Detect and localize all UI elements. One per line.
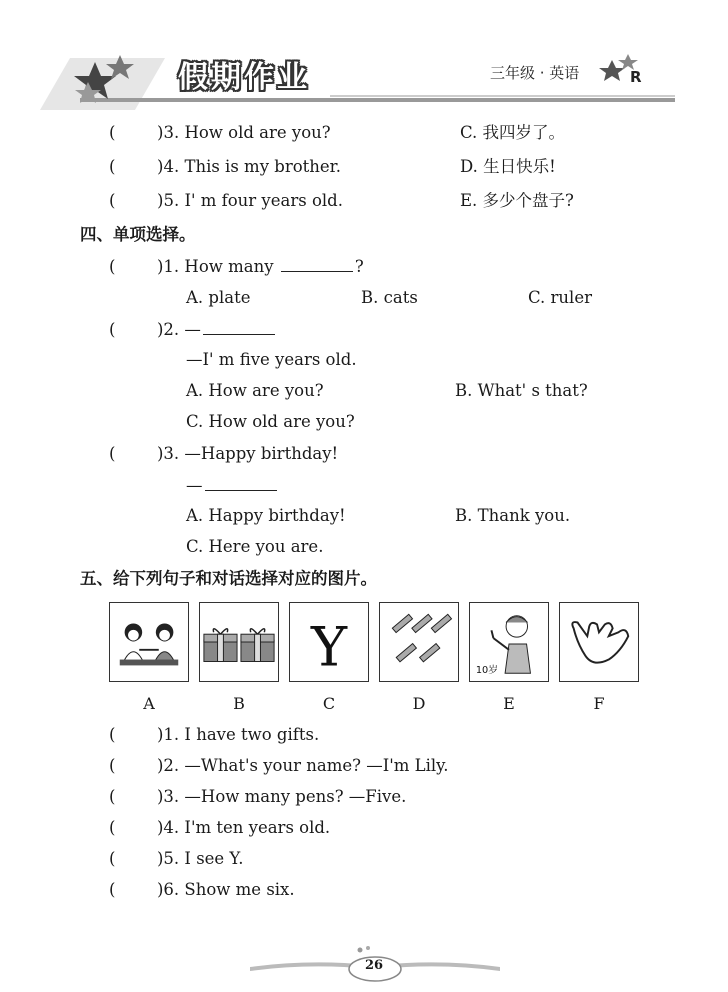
s4-question-1: )1. How many ? — [157, 257, 364, 276]
picture-label-a: A — [143, 694, 155, 713]
picture-e-boy-ten — [469, 602, 549, 682]
picture-f-hand-six — [559, 602, 639, 682]
s4-q2-option-b: B. What' s that? — [455, 381, 588, 400]
answer-paren: ( — [109, 880, 116, 899]
answer-paren: ( — [109, 849, 116, 868]
page-header — [0, 0, 728, 115]
page-number: 26 — [364, 958, 384, 973]
s4-q1-option-c: C. ruler — [528, 288, 592, 307]
match-option-c: C. 我四岁了。 — [460, 123, 566, 142]
s4-q3-option-a: A. Happy birthday! — [186, 506, 346, 525]
s4-q1-option-b: B. cats — [361, 288, 418, 307]
answer-paren: ( — [109, 725, 116, 744]
s4-q3-reply: — — [186, 476, 279, 496]
s4-question-2: )2. — — [157, 320, 277, 340]
picture-label-d: D — [412, 694, 426, 713]
header-title: 假期作业 — [178, 60, 310, 95]
answer-paren: ( — [109, 320, 116, 339]
s4-q3-option-b: B. Thank you. — [455, 506, 571, 525]
picture-c-letter-y — [289, 602, 369, 682]
answer-paren: ( — [109, 191, 116, 210]
s4-q2-reply: —I' m five years old. — [186, 350, 357, 369]
question-5: )5. I' m four years old. — [157, 191, 343, 210]
answer-paren: ( — [109, 257, 116, 276]
answer-paren: ( — [109, 157, 116, 176]
s5-item-1: )1. I have two gifts. — [157, 725, 320, 744]
answer-blank[interactable] — [205, 476, 277, 491]
s4-q2-option-a: A. How are you? — [186, 381, 324, 400]
picture-a-kids-meeting — [109, 602, 189, 682]
answer-paren: ( — [109, 444, 116, 463]
s4-q2-option-c: C. How old are you? — [186, 412, 355, 431]
question-3: )3. How old are you? — [157, 123, 331, 142]
match-option-d: D. 生日快乐! — [460, 157, 556, 176]
answer-paren: ( — [109, 818, 116, 837]
header-subtitle: 三年级 · 英语 — [490, 64, 580, 82]
s5-item-5: )5. I see Y. — [157, 849, 244, 868]
s4-question-3: )3. —Happy birthday! — [157, 444, 339, 463]
question-4: )4. This is my brother. — [157, 157, 341, 176]
s5-item-2: )2. —What's your name? —I'm Lily. — [157, 756, 449, 775]
picture-label-e: E — [503, 694, 515, 713]
s5-item-3: )3. —How many pens? —Five. — [157, 787, 407, 806]
s5-item-6: )6. Show me six. — [157, 880, 295, 899]
letter-y-text: Y — [310, 614, 348, 679]
section-5-title: 五、给下列句子和对话选择对应的图片。 — [80, 569, 377, 588]
s5-item-4: )4. I'm ten years old. — [157, 818, 331, 837]
answer-blank[interactable] — [281, 257, 353, 272]
s4-q3-option-c: C. Here you are. — [186, 537, 324, 556]
s4-q1-option-a: A. plate — [186, 288, 251, 307]
picture-label-b: B — [233, 694, 245, 713]
header-edition: R — [630, 68, 642, 86]
match-option-e: E. 多少个盘子? — [460, 191, 574, 210]
answer-blank[interactable] — [203, 320, 275, 335]
header-decoration — [0, 0, 728, 115]
age-caption: 10岁 — [475, 665, 499, 677]
picture-label-c: C — [322, 694, 336, 713]
section-4-title: 四、单项选择。 — [80, 225, 196, 244]
answer-paren: ( — [109, 787, 116, 806]
answer-paren: ( — [109, 123, 116, 142]
picture-b-two-gifts — [199, 602, 279, 682]
picture-label-f: F — [593, 694, 605, 713]
answer-paren: ( — [109, 756, 116, 775]
picture-d-five-pens — [379, 602, 459, 682]
